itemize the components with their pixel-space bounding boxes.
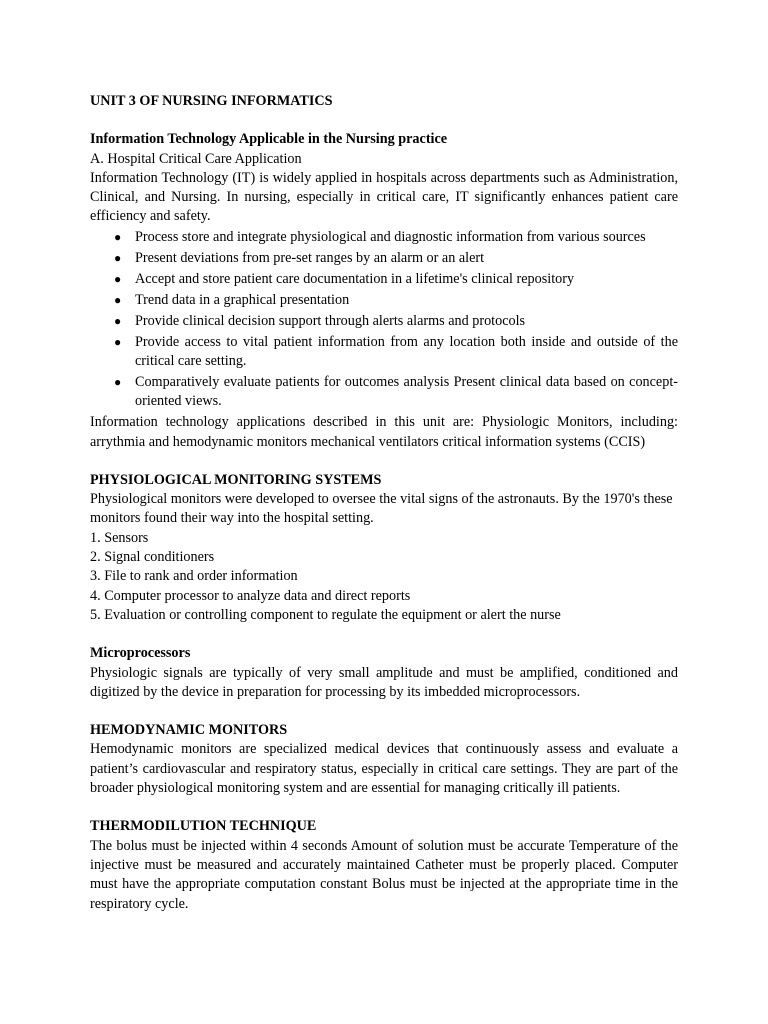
list-item: ● Comparatively evaluate patients for outcomes analysis Present clinical data based on concept-oriented views. [114,373,678,410]
bullet-icon: ● [114,313,122,328]
section-intro [90,130,678,452]
bullet-icon: ● [114,229,122,244]
section-microprocessors [90,644,678,702]
section-hemodynamic [90,721,678,798]
list-item: ● Present deviations from pre-set ranges by an alarm or an alert [90,249,678,268]
bullet-icon: ● [114,292,122,307]
list-item: 2. Signal conditioners [90,549,215,566]
document-page [90,92,678,914]
list-item: ● Accept and store patient care documentation in a lifetime's clinical repository [90,270,678,289]
section-heading: Information Technology Applicable in the Nursing practice [90,131,448,148]
section-paragraph: Physiologic signals are typically of very small amplitude and must be amplified, conditioned and digitized by the device in preparation for processing by its imbedded microprocessors. [90,664,678,700]
closing-paragraph: Information technology applications described in this unit are: Physiologic Monitors, including: arrythmia and hemodynamic monitors mechanical ventilators critical information systems (CCIS) [90,414,678,450]
bullet-icon: ● [114,374,122,389]
section-thermodilution [90,817,678,913]
intro-paragraph: Information Technology (IT) is widely applied in hospitals across departments such as Administration, Clinical, and Nursing. In nursing, especially in critical care, IT significantly enhances patient care efficiency and safety. [90,169,678,225]
list-item: 1. Sensors [90,529,149,546]
subheading: A. Hospital Critical Care Application [90,150,302,167]
bullet-list [90,228,678,412]
list-item: ● Trend data in a graphical presentation [90,291,678,310]
section-paragraph: Hemodynamic monitors are specialized medical devices that continuously assess and evaluate a patient’s cardiovascular and respiratory status, especially in critical care settings. They are part of the broader physiological monitoring system and are essential for managing critically ill patients. [90,741,678,797]
list-item: 4. Computer processor to analyze data and direct reports [90,587,411,604]
section-heading: Microprocessors [90,645,191,662]
bullet-icon: ● [114,250,122,265]
numbered-list [90,529,678,625]
list-item: ● Process store and integrate physiological and diagnostic information from various sources [90,228,678,247]
bullet-icon: ● [114,271,122,286]
list-item: ● Provide clinical decision support through alerts alarms and protocols [90,312,678,331]
list-item: 5. Evaluation or controlling component to regulate the equipment or alert the nurse [90,606,561,623]
bullet-icon: ● [114,334,122,349]
list-item: ● Provide access to vital patient information from any location both inside and outside of the critical care setting. [114,333,678,369]
section-physiological [90,471,678,625]
section-heading: PHYSIOLOGICAL MONITORING SYSTEMS [90,471,382,488]
section-paragraph: The bolus must be injected within 4 seconds Amount of solution must be accurate Temperature of the injective must be measured and accurately maintained Catheter must be properly placed. Computer must have the appropriate computation constant Bolus must be injected at the appropriate time in the respiratory cycle. [90,837,678,912]
section-heading: THERMODILUTION TECHNIQUE [90,818,317,835]
section-paragraph: Physiological monitors were developed to oversee the vital signs of the astronauts. By the 1970's these monitors found their way into the hospital setting. [90,491,673,527]
section-heading: HEMODYNAMIC MONITORS [90,722,288,739]
document-title: UNIT 3 OF NURSING INFORMATICS [90,93,333,109]
list-item: 3. File to rank and order information [90,568,298,585]
